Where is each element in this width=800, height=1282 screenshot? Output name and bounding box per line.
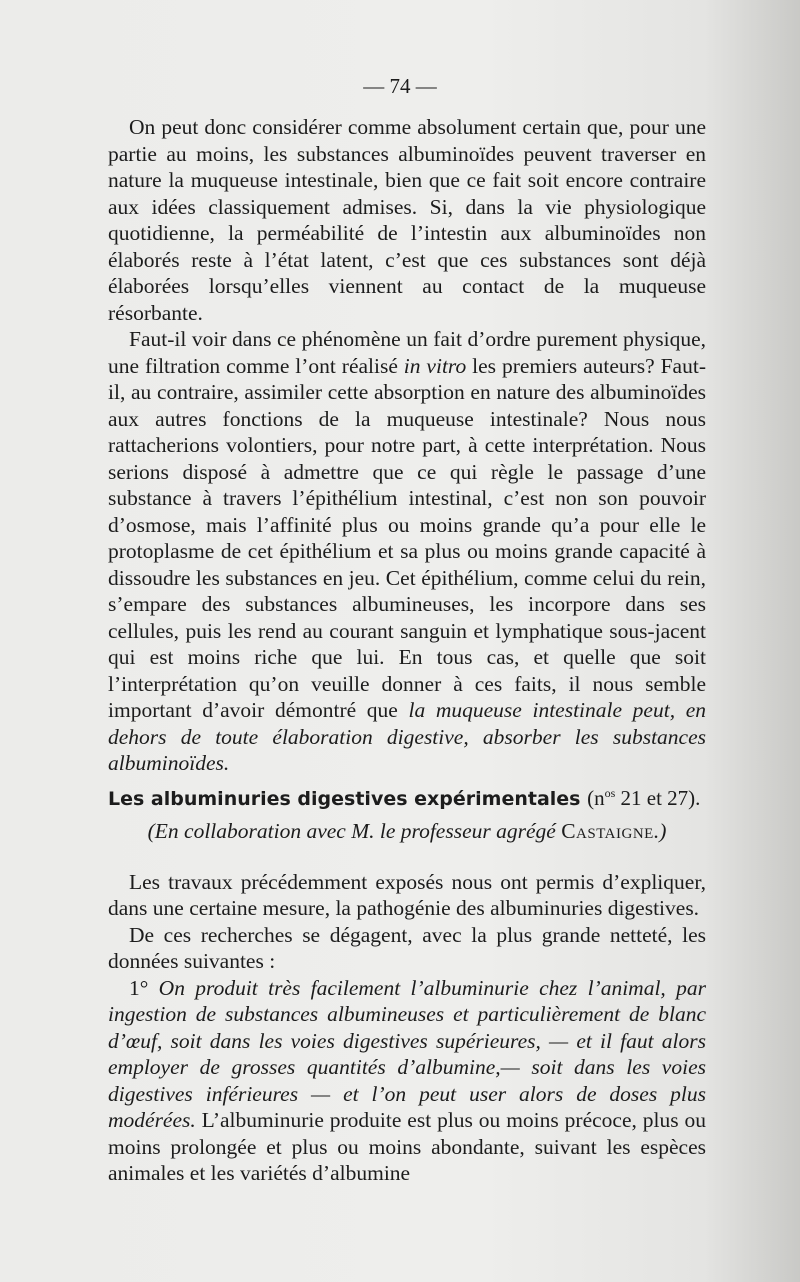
paragraph-5 (108, 975, 706, 1187)
paragraph-2 (108, 326, 706, 777)
paragraph-2-conclusion: la muqueuse intestinale peut, en dehors de toute élaboration digestive, absorber les substances albuminoïdes. (108, 698, 706, 775)
text-block-top (108, 114, 706, 777)
section-title: Les albuminuries digestives expérimentales (108, 788, 581, 810)
collaboration-note: (En collaboration avec M. le professeur agrégé Castaigne.) (147, 819, 667, 843)
paragraph-2-part-b: les premiers auteurs? Faut-il, au contraire, assimiler cette absorption en nature des albuminoïdes aux autres fonctions de la muqueuse intestinale? Nous nous rattacherions volontiers, pour notre part, à cette interprétation. Nous serions disposé à admettre que ce qui règle le passage d’une substance à travers l’épithélium intestinal, c’est non son pouvoir d’osmose, mais l’affinité plus ou moins grande qu’a pour elle le protoplasme de cet épithélium et sa plus ou moins grande capacité à dissoudre les substances en jeu. Cet épithélium, comme celui du rein, s’empare des substances albumineuses, les incorpore dans ses cellules, puis les rend au courant sanguin et lymphatique sous-jacent qui est moins riche que lui. En tous cas, et quelle que soit l’interprétation qu’on veuille donner à ces faits, il nous semble important d’avoir démontré que (108, 353, 706, 722)
section-refs: ($n^{os}$ 21 et 27). (587, 786, 701, 810)
collaborator-name: Castaigne (561, 819, 654, 843)
paragraph-2-part-a: Faut-il voir dans ce phénomène un fait d’ordre purement physique, une filtration comme l’ont réalisé (108, 327, 706, 378)
text-block-section (108, 780, 706, 1187)
section-heading (108, 780, 706, 812)
paragraph-4: De ces recherches se dégagent, avec la plus grande netteté, les données suivantes : (108, 922, 706, 973)
paragraph-2-in-vitro: in vitro (403, 353, 467, 378)
page-number: — 74 — (363, 74, 437, 98)
paragraph-5-rest: L’albuminurie produite est plus ou moins précoce, plus ou moins prolongée et plus ou moins abondante, suivant les espèces animales et les variétés d’albumine (108, 1108, 706, 1185)
paragraph-5-italic: On produit très facilement l’albuminurie chez l’animal, par ingestion de substances albumineuses et particulièrement de blanc d’œuf, soit dans les voies digestives supérieures, — et il faut alors employer de grosses quantités d’albumine,— soit dans les voies digestives inférieures — et l’on peut user alors de doses plus modérées. (108, 975, 706, 1132)
paragraph-1: On peut donc considérer comme absolument certain que, pour une partie au moins, les substances albuminoïdes peuvent traverser en nature la muqueuse intestinale, bien que ce fait soit encore contraire aux idées classiquement admises. Si, dans la vie physiologique quotidienne, la perméabilité de l’intestin aux albuminoïdes non élaborés reste à l’état latent, c’est que ces substances sont déjà élaborées lorsqu’elles viennent au contact de la muqueuse résorbante. (108, 115, 706, 325)
paragraph-3: Les travaux précédemment exposés nous ont permis d’expliquer, dans une certaine mesure, la pathogénie des albuminuries digestives. (108, 869, 706, 920)
paragraph-5-number: 1° (129, 975, 149, 1000)
